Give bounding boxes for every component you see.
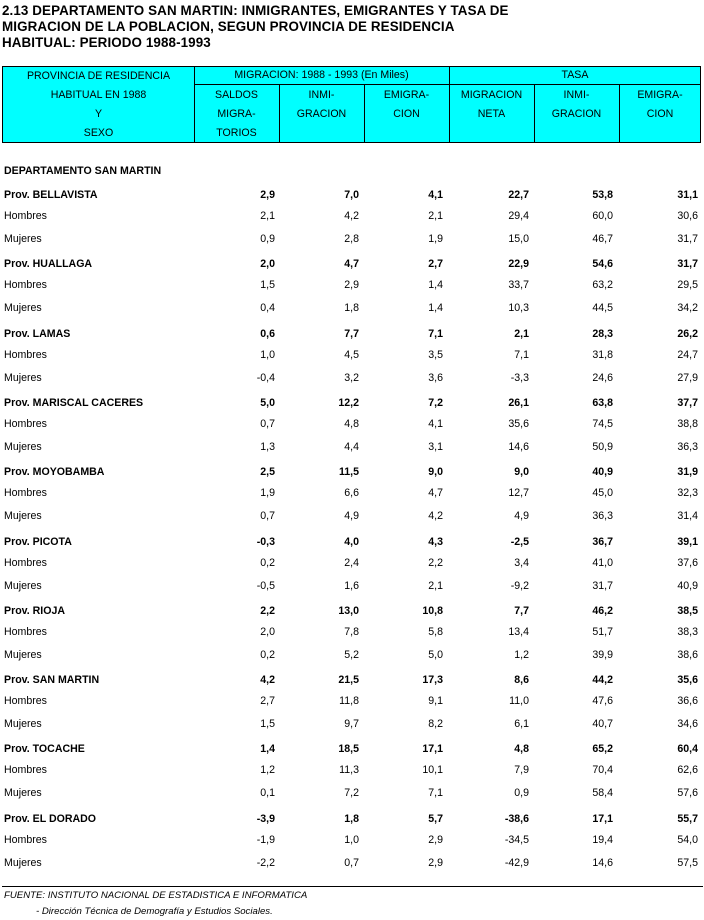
mujeres-row: [0, 714, 704, 734]
cell-value: 31,7: [592, 579, 613, 592]
header-emigracion: EMIGRA- CION: [383, 89, 430, 120]
cell-value: 65,2: [592, 743, 613, 756]
hombres-row: [0, 414, 704, 434]
row-label: Mujeres: [4, 579, 42, 592]
cell-value: 7,9: [514, 764, 529, 777]
cell-value: 7,2: [428, 396, 443, 409]
cell-value: 18,5: [338, 743, 359, 756]
cell-value: 1,8: [344, 812, 359, 825]
cell-value: 63,2: [592, 279, 613, 292]
cell-value: 57,6: [677, 787, 698, 800]
cell-value: 22,7: [508, 189, 529, 201]
cell-value: -34,5: [504, 833, 529, 846]
footer-divider: [2, 886, 703, 887]
row-label: Hombres: [4, 348, 47, 361]
cell-value: 9,0: [514, 466, 529, 479]
cell-value: 2,1: [260, 210, 275, 222]
cell-value: 2,0: [260, 625, 275, 638]
row-label: Prov. MOYOBAMBA: [4, 466, 105, 479]
department-label: DEPARTAMENTO SAN MARTIN: [4, 165, 162, 177]
cell-value: 0,7: [344, 856, 359, 869]
row-label: Mujeres: [4, 787, 42, 800]
cell-value: 10,8: [422, 604, 443, 617]
row-label: Prov. RIOJA: [4, 604, 66, 617]
cell-value: 7,1: [428, 327, 443, 340]
header-saldos: SALDOS MIGRA- TORIOS: [215, 89, 258, 139]
cell-value: 0,2: [260, 648, 275, 661]
cell-value: -2,2: [256, 856, 275, 869]
cell-value: 40,9: [677, 579, 698, 592]
cell-value: 1,0: [260, 348, 275, 361]
cell-value: 0,4: [260, 302, 275, 315]
cell-value: 46,7: [592, 233, 613, 245]
row-label: Prov. TOCACHE: [4, 743, 85, 756]
cell-value: 57,5: [677, 856, 698, 869]
row-label: Mujeres: [4, 510, 42, 523]
cell-value: 8,2: [428, 718, 443, 731]
cell-value: 44,2: [592, 674, 613, 687]
cell-value: 4,7: [344, 258, 359, 271]
cell-value: 2,7: [260, 695, 275, 708]
cell-value: -2,5: [510, 535, 529, 548]
row-label: Prov. LAMAS: [4, 327, 71, 340]
hombres-row: [0, 206, 704, 226]
province-total-row: [0, 324, 704, 344]
cell-value: 5,0: [260, 396, 275, 409]
cell-value: -3,9: [256, 812, 275, 825]
cell-value: 3,4: [514, 556, 529, 569]
row-label: Hombres: [4, 556, 47, 569]
cell-value: 4,7: [428, 487, 443, 500]
cell-value: -0,3: [256, 535, 275, 548]
row-label: Mujeres: [4, 718, 42, 731]
cell-value: 11,3: [339, 764, 359, 777]
cell-value: 9,0: [428, 466, 443, 479]
cell-value: 31,9: [677, 466, 698, 479]
row-label: Mujeres: [4, 856, 42, 869]
row-label: Hombres: [4, 625, 47, 638]
cell-value: 13,4: [508, 625, 529, 638]
cell-value: 11,8: [339, 695, 359, 708]
row-label: Prov. PICOTA: [4, 535, 72, 548]
cell-value: 1,5: [260, 279, 275, 292]
cell-value: 70,4: [592, 764, 613, 777]
cell-value: 1,0: [344, 833, 359, 846]
cell-value: 51,7: [592, 625, 613, 638]
cell-value: 34,6: [677, 718, 698, 731]
cell-value: 38,5: [677, 604, 698, 617]
cell-value: 31,1: [677, 189, 698, 201]
cell-value: 38,6: [677, 648, 698, 661]
cell-value: 1,4: [428, 302, 443, 315]
cell-value: 1,5: [260, 718, 275, 731]
row-label: Mujeres: [4, 371, 42, 384]
cell-value: 6,6: [344, 487, 359, 500]
header-province: PROVINCIA DE RESIDENCIA HABITUAL EN 1988 Y SEXO: [26, 70, 171, 139]
cell-value: 17,1: [422, 743, 443, 756]
cell-value: 3,2: [344, 371, 359, 384]
cell-value: 2,8: [344, 233, 359, 245]
cell-value: 1,2: [514, 648, 529, 661]
hombres-row: [0, 622, 704, 642]
header-group-tasa: TASA: [561, 69, 589, 81]
cell-value: 0,9: [260, 233, 275, 245]
cell-value: 53,8: [592, 189, 613, 201]
title-line-2: MIGRACION DE LA POBLACION, SEGUN PROVINCIA DE RESIDENCIA: [2, 19, 455, 34]
row-label: Mujeres: [4, 302, 42, 315]
cell-value: 7,0: [344, 189, 359, 201]
cell-value: 9,1: [428, 695, 443, 708]
cell-value: 11,5: [338, 466, 359, 479]
cell-value: 4,9: [344, 510, 359, 523]
cell-value: 14,6: [508, 440, 529, 453]
cell-value: 2,2: [428, 556, 443, 569]
cell-value: 1,9: [260, 487, 275, 500]
mujeres-row: [0, 437, 704, 457]
cell-value: 4,3: [428, 535, 443, 548]
cell-value: 37,7: [677, 396, 698, 409]
cell-value: 74,5: [592, 417, 613, 430]
cell-value: 31,7: [677, 233, 698, 245]
cell-value: 0,1: [260, 787, 275, 800]
cell-value: 5,7: [428, 812, 443, 825]
cell-value: 63,8: [592, 396, 613, 409]
cell-value: -9,2: [510, 579, 529, 592]
province-total-row: [0, 670, 704, 690]
hombres-row: [0, 275, 704, 295]
cell-value: 0,7: [260, 417, 275, 430]
mujeres-row: [0, 506, 704, 526]
cell-value: 2,1: [514, 327, 529, 340]
province-total-row: [0, 739, 704, 759]
cell-value: 7,7: [514, 604, 529, 617]
cell-value: 4,4: [344, 440, 359, 453]
cell-value: 39,9: [592, 648, 613, 661]
cell-value: 29,4: [508, 210, 529, 222]
cell-value: 11,0: [509, 695, 529, 708]
cell-value: 22,9: [508, 258, 529, 271]
mujeres-row: [0, 645, 704, 665]
cell-value: 36,3: [592, 510, 613, 523]
cell-value: 5,8: [428, 625, 443, 638]
cell-value: 4,2: [344, 210, 359, 222]
cell-value: 12,7: [508, 487, 529, 500]
row-label: Hombres: [4, 279, 47, 292]
cell-value: 7,8: [344, 625, 359, 638]
cell-value: 4,5: [344, 348, 359, 361]
cell-value: 21,5: [338, 674, 359, 687]
cell-value: 4,2: [260, 674, 275, 687]
cell-value: 7,1: [514, 348, 529, 361]
cell-value: 58,4: [592, 787, 613, 800]
cell-value: 44,5: [592, 302, 613, 315]
cell-value: 0,9: [514, 787, 529, 800]
row-label: Prov. HUALLAGA: [4, 258, 93, 271]
cell-value: 5,0: [428, 648, 443, 661]
cell-value: 2,1: [428, 210, 443, 222]
cell-value: 31,7: [677, 258, 698, 271]
row-label: Hombres: [4, 210, 47, 222]
cell-value: 40,9: [592, 466, 613, 479]
cell-value: 12,2: [338, 396, 359, 409]
row-label: Mujeres: [4, 440, 42, 453]
cell-value: 33,7: [508, 279, 529, 292]
province-total-row: [0, 601, 704, 621]
cell-value: 3,1: [428, 440, 443, 453]
table-header: [2, 66, 701, 143]
row-label: Hombres: [4, 695, 47, 708]
hombres-row: [0, 483, 704, 503]
cell-value: 6,1: [514, 718, 529, 731]
cell-value: 2,9: [428, 856, 443, 869]
cell-value: 14,6: [592, 856, 613, 869]
cell-value: 35,6: [508, 417, 529, 430]
cell-value: -0,4: [256, 371, 275, 384]
cell-value: 2,9: [260, 189, 275, 201]
cell-value: 2,0: [260, 258, 275, 271]
province-total-row: [0, 254, 704, 274]
header-inmigracion: INMI- GRACION: [296, 89, 347, 120]
cell-value: 4,1: [428, 417, 443, 430]
cell-value: 0,6: [260, 327, 275, 340]
cell-value: 31,4: [677, 510, 698, 523]
cell-value: 55,7: [677, 812, 698, 825]
cell-value: 7,2: [344, 787, 359, 800]
province-total-row: [0, 809, 704, 829]
hombres-row: [0, 691, 704, 711]
cell-value: 13,0: [338, 604, 359, 617]
cell-value: -42,9: [504, 856, 529, 869]
header-tasa-inmigracion: INMI- GRACION: [551, 89, 602, 120]
mujeres-row: [0, 576, 704, 596]
header-migracion-neta: MIGRACION NETA: [460, 89, 523, 120]
cell-value: -3,3: [510, 371, 529, 384]
cell-value: 4,9: [514, 510, 529, 523]
cell-value: 31,8: [592, 348, 613, 361]
cell-value: 60,0: [592, 210, 613, 222]
cell-value: 39,1: [677, 535, 698, 548]
cell-value: 7,1: [428, 787, 443, 800]
province-total-row: [0, 532, 704, 552]
cell-value: 1,4: [260, 743, 275, 756]
cell-value: 8,6: [514, 674, 529, 687]
cell-value: 1,8: [344, 302, 359, 315]
cell-value: 37,6: [677, 556, 698, 569]
cell-value: 36,7: [592, 535, 613, 548]
cell-value: 17,1: [592, 812, 613, 825]
row-label: Hombres: [4, 833, 47, 846]
cell-value: 4,2: [428, 510, 443, 523]
cell-value: 2,9: [344, 279, 359, 292]
cell-value: 38,3: [677, 625, 698, 638]
cell-value: 2,5: [260, 466, 275, 479]
footer-dept: - Dirección Técnica de Demografía y Estudios Sociales.: [36, 906, 273, 917]
cell-value: 17,3: [422, 674, 443, 687]
cell-value: 54,0: [677, 833, 698, 846]
page-title: [2, 3, 509, 51]
mujeres-row: [0, 229, 704, 249]
cell-value: 2,1: [428, 579, 443, 592]
cell-value: 10,1: [422, 764, 443, 777]
cell-value: 26,1: [508, 396, 529, 409]
row-label: Prov. SAN MARTIN: [4, 674, 100, 687]
cell-value: 9,7: [344, 718, 359, 731]
cell-value: -0,5: [256, 579, 275, 592]
row-label: Mujeres: [4, 648, 42, 661]
cell-value: 54,6: [592, 258, 613, 271]
province-total-row: [0, 393, 704, 413]
row-label: Hombres: [4, 764, 47, 777]
cell-value: 36,3: [677, 440, 698, 453]
cell-value: 40,7: [592, 718, 613, 731]
cell-value: 24,6: [592, 371, 613, 384]
hombres-row: [0, 830, 704, 850]
cell-value: 45,0: [592, 487, 613, 500]
cell-value: 2,7: [428, 258, 443, 271]
mujeres-row: [0, 783, 704, 803]
cell-value: 3,5: [428, 348, 443, 361]
cell-value: 0,2: [260, 556, 275, 569]
row-label: Hombres: [4, 487, 47, 500]
cell-value: 0,7: [260, 510, 275, 523]
cell-value: 4,1: [428, 189, 443, 201]
cell-value: 2,9: [428, 833, 443, 846]
cell-value: 50,9: [592, 440, 613, 453]
mujeres-row: [0, 853, 704, 873]
cell-value: 3,6: [428, 371, 443, 384]
footer-source: FUENTE: INSTITUTO NACIONAL DE ESTADISTICA E INFORMATICA: [4, 890, 308, 901]
province-total-row: [0, 185, 704, 205]
row-label: Prov. EL DORADO: [4, 812, 97, 825]
cell-value: 38,8: [677, 417, 698, 430]
cell-value: 5,2: [344, 648, 359, 661]
cell-value: 47,6: [592, 695, 613, 708]
cell-value: 1,3: [260, 440, 275, 453]
hombres-row: [0, 553, 704, 573]
cell-value: 35,6: [677, 674, 698, 687]
cell-value: 34,2: [677, 302, 698, 315]
row-label: Hombres: [4, 417, 47, 430]
cell-value: 28,3: [592, 327, 613, 340]
cell-value: 4,8: [514, 743, 529, 756]
cell-value: 60,4: [677, 743, 698, 756]
hombres-row: [0, 345, 704, 365]
cell-value: 4,0: [344, 535, 359, 548]
cell-value: 32,3: [677, 487, 698, 500]
cell-value: 1,6: [344, 579, 359, 592]
cell-value: -1,9: [256, 833, 275, 846]
cell-value: -38,6: [504, 812, 529, 825]
cell-value: 2,4: [344, 556, 359, 569]
title-line-1: 2.13 DEPARTAMENTO SAN MARTIN: INMIGRANTES, EMIGRANTES Y TASA DE: [2, 3, 509, 18]
header-tasa-emigracion: EMIGRA- CION: [637, 89, 683, 120]
mujeres-row: [0, 368, 704, 388]
cell-value: 29,5: [677, 279, 698, 292]
cell-value: 2,2: [260, 604, 275, 617]
cell-value: 62,6: [677, 764, 698, 777]
cell-value: 1,9: [428, 233, 443, 245]
title-line-3: HABITUAL: PERIODO 1988-1993: [2, 35, 211, 50]
header-group-migracion: MIGRACION: 1988 - 1993 (En Miles): [234, 69, 409, 81]
province-total-row: [0, 462, 704, 482]
cell-value: 30,6: [677, 210, 698, 222]
cell-value: 26,2: [677, 327, 698, 340]
row-label: Prov. MARISCAL CACERES: [4, 396, 144, 409]
cell-value: 41,0: [592, 556, 613, 569]
cell-value: 1,4: [428, 279, 443, 292]
cell-value: 19,4: [592, 833, 613, 846]
cell-value: 46,2: [592, 604, 613, 617]
cell-value: 10,3: [508, 302, 529, 315]
cell-value: 7,7: [344, 327, 359, 340]
row-label: Prov. BELLAVISTA: [4, 189, 98, 201]
hombres-row: [0, 760, 704, 780]
cell-value: 24,7: [677, 348, 698, 361]
row-label: Mujeres: [4, 233, 42, 245]
mujeres-row: [0, 298, 704, 318]
cell-value: 36,6: [677, 695, 698, 708]
cell-value: 4,8: [344, 417, 359, 430]
cell-value: 27,9: [677, 371, 698, 384]
cell-value: 1,2: [260, 764, 275, 777]
cell-value: 15,0: [508, 233, 529, 245]
